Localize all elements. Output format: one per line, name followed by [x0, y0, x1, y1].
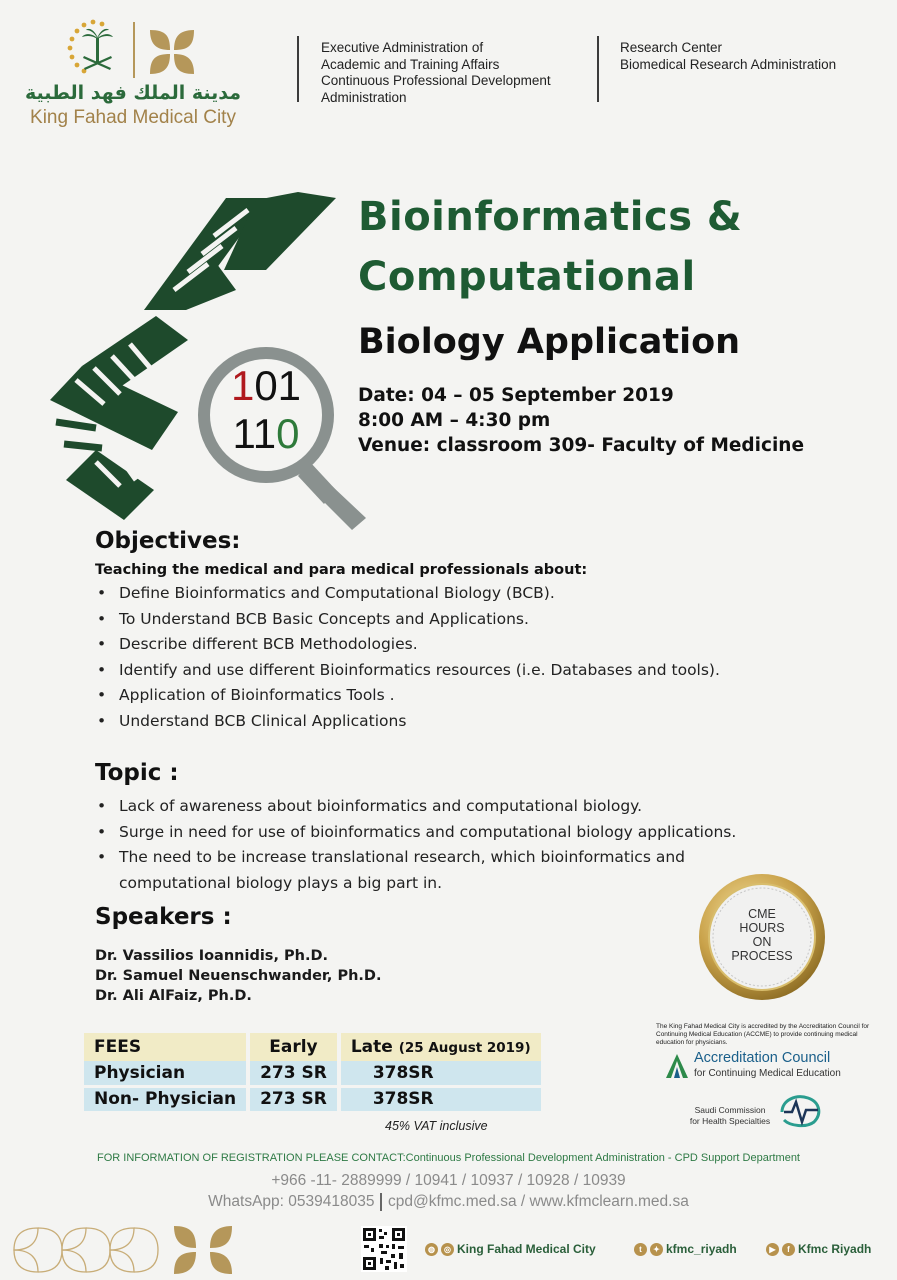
title-line-2: Computational	[358, 254, 696, 300]
table-row	[84, 1061, 541, 1086]
header-admin-line: Continuous Professional Development	[321, 73, 551, 88]
scfhs-line: for Health Specialties	[689, 1116, 771, 1126]
qr-code-icon	[361, 1226, 407, 1272]
instagram-icon: ◎	[441, 1243, 454, 1256]
header-admin-line: Administration	[321, 89, 407, 105]
fees-table	[84, 1033, 541, 1111]
fee-late: 378SR	[339, 1061, 541, 1086]
logo-divider	[133, 22, 135, 78]
list-item: • Surge in need for use of bioinformatics and computational biology applications.	[95, 820, 805, 846]
header-admin-text	[321, 40, 591, 106]
list-item: • Describe different BCB Methodologies.	[95, 635, 815, 661]
twitter-icon: t	[634, 1243, 647, 1256]
header-research-line: Biomedical Research Administration	[620, 56, 837, 72]
fee-early: 273 SR	[248, 1086, 339, 1111]
title-line-3: Biology Application	[358, 322, 741, 362]
event-date: Date: 04 – 05 September 2019	[358, 385, 674, 406]
fee-category: Physician	[84, 1061, 248, 1086]
title-line-1: Bioinformatics &	[358, 194, 743, 240]
header-divider	[597, 36, 599, 102]
social-twitter-label: kfmc_riyadh	[666, 1242, 737, 1256]
fees-late-label: Late	[350, 1037, 393, 1057]
contact-line: FOR INFORMATION OF REGISTRATION PLEASE CONTACT:Continuous Professional Development Administration - CPD Support Department	[97, 1152, 800, 1164]
facebook-icon: f	[782, 1243, 795, 1256]
topic-heading: Topic :	[95, 760, 179, 786]
objectives-heading: Objectives:	[95, 528, 241, 554]
speaker-name: Dr. Samuel Neuenschwander, Ph.D.	[95, 968, 382, 984]
accreditation-name: Accreditation Council	[694, 1050, 831, 1066]
table-row	[84, 1086, 541, 1111]
speakers-heading: Speakers :	[95, 904, 232, 930]
binary-top-text: 101	[230, 362, 302, 409]
accreditation-subtitle: for Continuing Medical Education	[694, 1068, 841, 1079]
seal-line: PROCESS	[731, 949, 793, 963]
social-web[interactable]	[425, 1242, 596, 1256]
fee-category: Non- Physician	[84, 1086, 248, 1111]
logo-english-name: King Fahad Medical City	[30, 107, 236, 128]
event-time: 8:00 AM – 4:30 pm	[358, 410, 551, 431]
contact-phone: +966 -11- 2889999 / 10941 / 10937 / 10928 / 10939	[271, 1172, 626, 1189]
logo-arabic-name: مدينة الملك فهد الطبية	[25, 82, 241, 104]
header-admin-line: Academic and Training Affairs	[321, 56, 500, 72]
vat-note: 45% VAT inclusive	[385, 1119, 488, 1133]
fees-late-header	[339, 1033, 541, 1061]
fees-early-header: Early	[248, 1033, 339, 1061]
header-admin-line: Executive Administration of	[321, 40, 484, 55]
social-web-label: King Fahad Medical City	[457, 1242, 596, 1256]
objectives-intro: Teaching the medical and para medical professionals about:	[95, 562, 588, 578]
header-research-text	[620, 40, 890, 73]
fee-late: 378SR	[339, 1086, 541, 1111]
fees-label: FEES	[84, 1033, 248, 1061]
accreditation-statement: The King Fahad Medical City is accredited by the Accreditation Council for Continuing Medical Education (ACCME) to provide continuing medical education for physicians.	[656, 1023, 870, 1046]
list-item: • Application of Bioinformatics Tools .	[95, 686, 815, 712]
list-item: • To Understand BCB Basic Concepts and Applications.	[95, 610, 815, 636]
social-facebook-label: Kfmc Riyadh	[798, 1242, 872, 1256]
fees-header-row	[84, 1033, 541, 1061]
event-venue: Venue: classroom 309- Faculty of Medicine	[358, 435, 805, 456]
list-item: • Understand BCB Clinical Applications	[95, 712, 815, 738]
globe-icon: ◍	[425, 1243, 438, 1256]
speaker-name: Dr. Ali AlFaiz, Ph.D.	[95, 988, 252, 1004]
seal-line: CME	[748, 907, 776, 921]
scfhs-logo-icon	[778, 1092, 824, 1128]
binary-bottom-text: 110	[232, 410, 300, 457]
objectives-list	[95, 584, 815, 737]
speakers-list	[95, 948, 381, 1008]
social-facebook[interactable]	[766, 1242, 871, 1256]
fee-early: 273 SR	[248, 1061, 339, 1086]
accme-logo-icon	[664, 1052, 690, 1080]
list-item: • Lack of awareness about bioinformatics and computational biology.	[95, 794, 805, 820]
separator	[380, 1193, 382, 1211]
list-item: • Identify and use different Bioinformatics resources (i.e. Databases and tools).	[95, 661, 815, 687]
scfhs-name	[684, 1105, 776, 1127]
fees-late-date: (25 August 2019)	[398, 1040, 531, 1056]
speaker-name: Dr. Vassilios Ioannidis, Ph.D.	[95, 948, 328, 964]
kfmc-flower-logo-icon	[146, 26, 198, 78]
snapchat-icon: ✦	[650, 1243, 663, 1256]
email-website: cpd@kfmc.med.sa / www.kfmclearn.med.sa	[387, 1193, 689, 1211]
seal-line: ON	[752, 935, 772, 949]
contact-web	[0, 1193, 897, 1211]
seal-line: HOURS	[739, 921, 785, 935]
kfmc-palm-emblem-icon	[62, 18, 122, 80]
youtube-icon: ▶	[766, 1243, 779, 1256]
whatsapp-number: WhatsApp: 0539418035	[208, 1193, 375, 1211]
cme-seal-icon	[697, 872, 827, 1002]
dna-magnifier-icon	[36, 190, 366, 530]
list-item: • The need to be increase translational research, which bioinformatics and computational biology plays a big part in.	[95, 845, 805, 896]
footer-flower-pattern-icon	[10, 1222, 240, 1278]
header-divider	[297, 36, 299, 102]
social-twitter[interactable]	[634, 1242, 737, 1256]
list-item: • Define Bioinformatics and Computational Biology (BCB).	[95, 584, 815, 610]
header-research-line: Research Center	[620, 40, 723, 55]
scfhs-line: Saudi Commission	[694, 1105, 766, 1115]
